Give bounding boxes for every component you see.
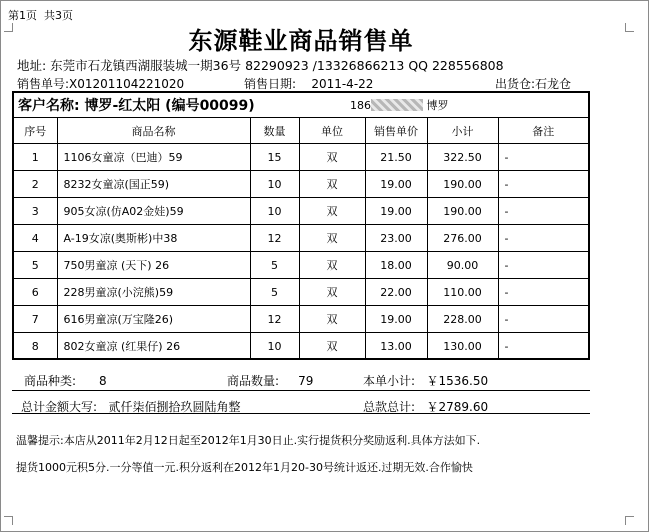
summary-qty-label: 商品数量: [227, 374, 280, 388]
row-name: 802女童凉 (红果仔) 26 [57, 333, 250, 360]
header-unit: 单位 [299, 118, 365, 144]
summary-subtotal [363, 372, 488, 389]
store-address: 地址: 东莞市石龙镇西湖服装城一期36号 82290923 /13326866213 QQ 228556808 [17, 58, 504, 73]
row-remark: - [498, 333, 588, 360]
row-qty: 5 [250, 279, 299, 306]
customer-region: 博罗 [426, 99, 449, 112]
row-price: 18.00 [365, 252, 427, 279]
warehouse-value: 石龙仓 [535, 77, 572, 91]
total-words-value: 贰仟柒佰捌拾玖圆陆角整 [108, 400, 241, 414]
row-qty: 10 [250, 171, 299, 198]
customer-name-value: 博罗-红太阳 (编号00099) [84, 98, 255, 114]
row-unit: 双 [299, 306, 365, 333]
table-row [14, 171, 588, 198]
row-price: 19.00 [365, 198, 427, 225]
row-unit: 双 [299, 225, 365, 252]
table-row [14, 198, 588, 225]
row-remark: - [498, 171, 588, 198]
row-no: 7 [14, 306, 57, 333]
summary-divider [12, 390, 590, 391]
table-row [14, 306, 588, 333]
summary-subtotal-label: 本单小计: [363, 374, 416, 388]
customer-label: 客户名称: [18, 98, 80, 114]
row-price: 23.00 [365, 225, 427, 252]
row-no: 3 [14, 198, 57, 225]
summary-kinds-value: 8 [98, 374, 107, 388]
grand-total-label: 总款总计: [363, 400, 416, 414]
row-qty: 5 [250, 252, 299, 279]
customer-phone-prefix: 186 [350, 99, 371, 112]
row-unit: 双 [299, 171, 365, 198]
row-unit: 双 [299, 279, 365, 306]
customer-phone [350, 97, 449, 113]
page-total: 共3页 [44, 9, 73, 22]
row-qty: 12 [250, 225, 299, 252]
row-no: 5 [14, 252, 57, 279]
row-remark: - [498, 144, 588, 171]
items-grid [12, 91, 590, 360]
row-no: 1 [14, 144, 57, 171]
document-title: 东源鞋业商品销售单 [188, 27, 414, 55]
row-name: 750男童凉 (天下) 26 [57, 252, 250, 279]
row-subtotal: 190.00 [427, 171, 498, 198]
row-no: 2 [14, 171, 57, 198]
total-divider [12, 413, 590, 414]
table-row [14, 252, 588, 279]
row-subtotal: 90.00 [427, 252, 498, 279]
row-remark: - [498, 306, 588, 333]
row-subtotal: 190.00 [427, 198, 498, 225]
order-number [17, 75, 184, 92]
warehouse-label: 出货仓: [495, 77, 536, 91]
row-name: 8232女童凉(国正59) [57, 171, 250, 198]
row-name: 616男童凉(万宝隆26) [57, 306, 250, 333]
items-table [14, 117, 588, 360]
notice-line-1: 温馨提示:本店从2011年2月12日起至2012年1月30日止.实行提货积分奖励返利.具体方法如下. [16, 434, 481, 447]
row-subtotal: 110.00 [427, 279, 498, 306]
row-price: 13.00 [365, 333, 427, 360]
summary-qty-value: 79 [298, 374, 314, 388]
order-number-value: X01201104221020 [69, 77, 185, 91]
header-price: 销售单价 [365, 118, 427, 144]
total-words-label: 总计金额大写: [21, 400, 98, 414]
row-subtotal: 130.00 [427, 333, 498, 360]
page-current: 第1页 [8, 9, 37, 22]
table-row [14, 333, 588, 360]
summary-subtotal-value: ￥1536.50 [426, 374, 489, 388]
warehouse [495, 75, 571, 92]
row-subtotal: 228.00 [427, 306, 498, 333]
row-price: 21.50 [365, 144, 427, 171]
grand-total-value: ￥2789.60 [426, 400, 489, 414]
row-remark: - [498, 252, 588, 279]
table-row [14, 144, 588, 171]
row-subtotal: 276.00 [427, 225, 498, 252]
header-qty: 数量 [250, 118, 299, 144]
row-name: 228男童凉(小浣熊)59 [57, 279, 250, 306]
row-qty: 10 [250, 333, 299, 360]
header-no: 序号 [14, 118, 57, 144]
row-remark: - [498, 279, 588, 306]
row-name: 905女凉(仿A02金娃)59 [57, 198, 250, 225]
row-name: 1106女童凉（巴迪）59 [57, 144, 250, 171]
row-no: 4 [14, 225, 57, 252]
order-date-value: 2011-4-22 [311, 77, 374, 91]
margin-mark-top-right [625, 23, 634, 32]
row-unit: 双 [299, 144, 365, 171]
row-qty: 10 [250, 198, 299, 225]
header-name: 商品名称 [57, 118, 250, 144]
row-subtotal: 322.50 [427, 144, 498, 171]
customer-name [18, 95, 255, 115]
table-header-row [14, 118, 588, 144]
table-row [14, 279, 588, 306]
header-remark: 备注 [498, 118, 588, 144]
order-date [244, 75, 373, 92]
row-remark: - [498, 198, 588, 225]
row-unit: 双 [299, 252, 365, 279]
summary-kinds [24, 372, 107, 389]
row-remark: - [498, 225, 588, 252]
row-name: A-19女凉(奥斯彬)中38 [57, 225, 250, 252]
row-price: 19.00 [365, 306, 427, 333]
header-subtotal: 小计 [427, 118, 498, 144]
row-no: 8 [14, 333, 57, 360]
row-price: 19.00 [365, 171, 427, 198]
margin-mark-bottom-right [625, 516, 634, 525]
notice-line-2: 提货1000元积5分.一分等值一元.积分返利在2012年1月20-30号统计返还.过期无效.合作愉快 [16, 461, 473, 474]
row-unit: 双 [299, 198, 365, 225]
order-number-label: 销售单号: [17, 77, 70, 91]
order-date-label: 销售日期: [244, 77, 297, 91]
summary-qty [227, 372, 313, 389]
table-row [14, 225, 588, 252]
row-unit: 双 [299, 333, 365, 360]
row-qty: 15 [250, 144, 299, 171]
redacted-mask [371, 99, 423, 111]
row-price: 22.00 [365, 279, 427, 306]
row-qty: 12 [250, 306, 299, 333]
margin-mark-bottom-left [4, 516, 13, 525]
row-no: 6 [14, 279, 57, 306]
summary-kinds-label: 商品种类: [24, 374, 77, 388]
